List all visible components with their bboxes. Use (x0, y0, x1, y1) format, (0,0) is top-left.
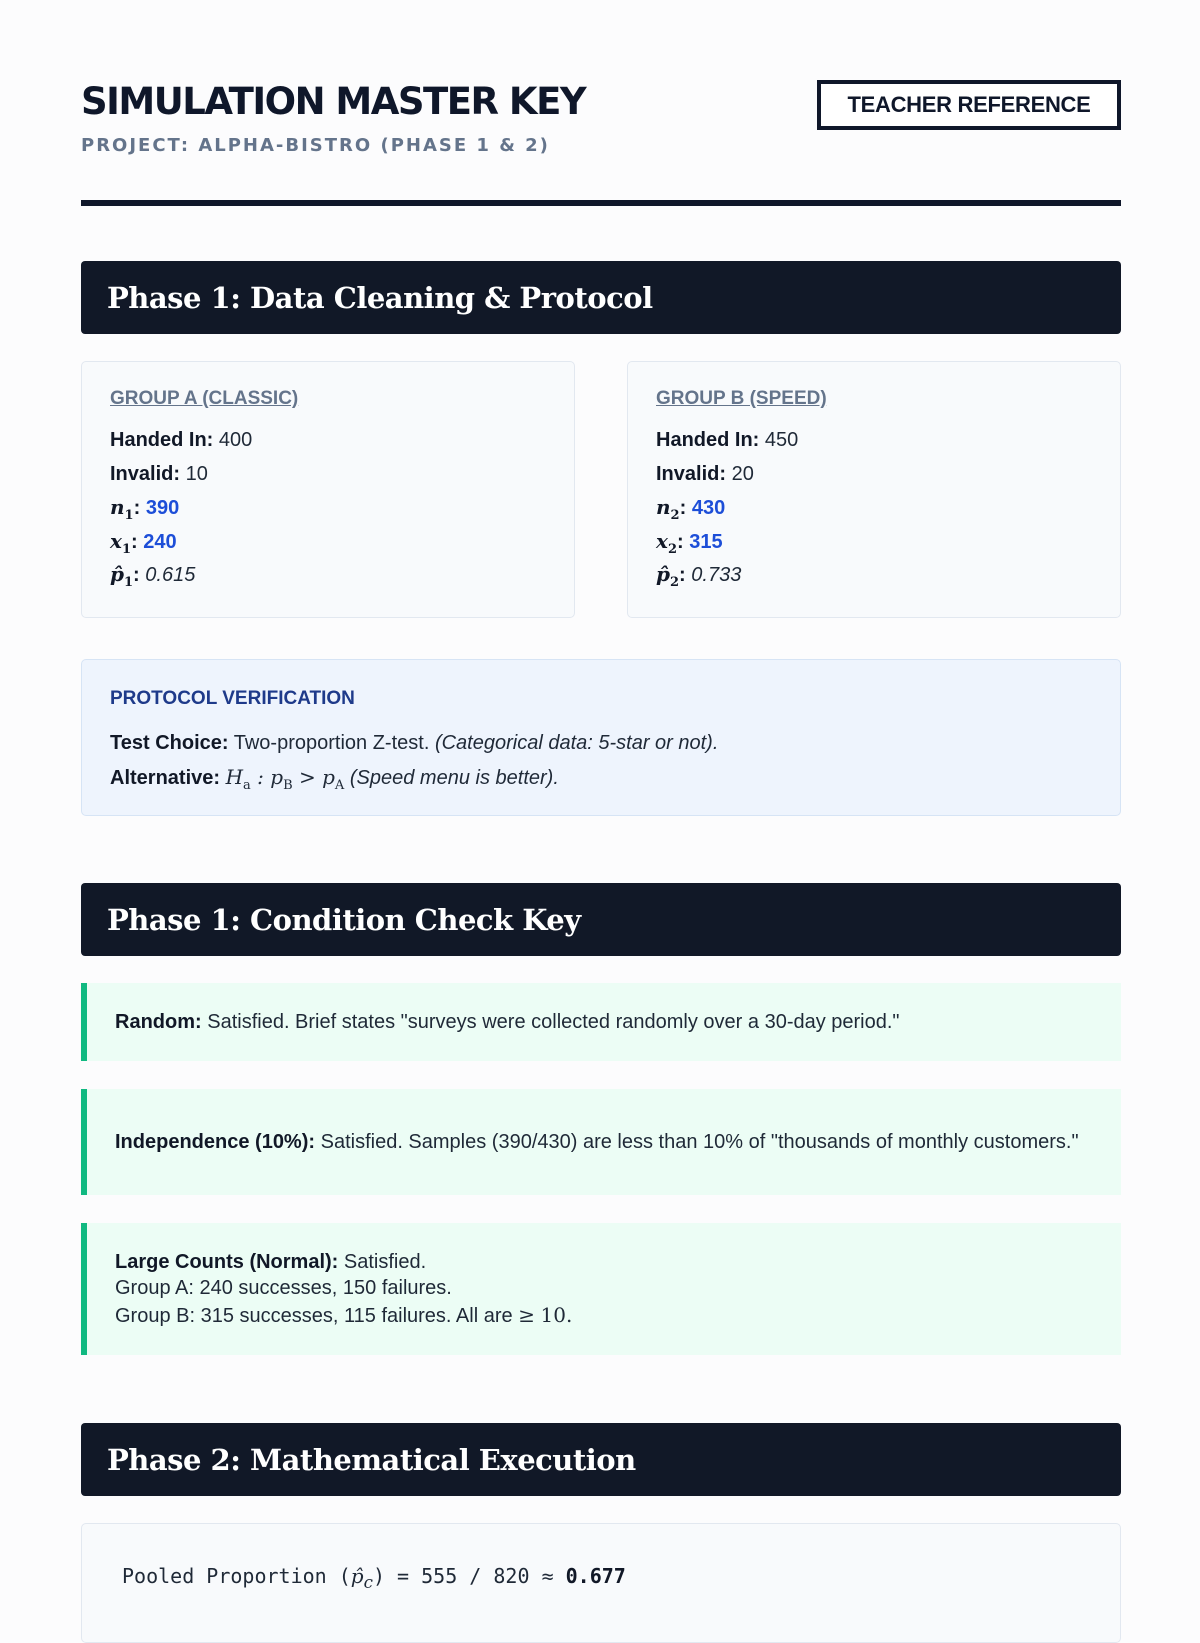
test-choice-value: Two-proportion Z-test. (233, 732, 430, 754)
phase2-section-bar (81, 1423, 1121, 1496)
random-text: Satisfied. Brief states "surveys were collected randomly over a 30-day period." (207, 1010, 900, 1033)
invalid-value: 20 (731, 462, 754, 485)
header-divider (81, 200, 1121, 206)
large-counts-text: Satisfied. (343, 1250, 427, 1273)
group-b-title: GROUP B (SPEED) (656, 388, 827, 409)
group-b-card (627, 361, 1121, 618)
master-key-page (81, 0, 1121, 1592)
pooled-value: 0.677 (565, 1564, 626, 1588)
independence-text: Satisfied. Samples (390/430) are less than 10% of "thousands of monthly customers." (320, 1130, 1079, 1153)
random-label: Random: (115, 1010, 202, 1033)
group-b-x: $x_2$: 315 (656, 528, 723, 557)
invalid-value: 10 (185, 462, 208, 485)
alternative-row (110, 760, 1092, 794)
group-a-title: GROUP A (CLASSIC) (110, 388, 299, 409)
random-condition-card (81, 983, 1121, 1061)
large-counts-condition-card (81, 1223, 1121, 1355)
alternative-hypothesis: $H_a$ : $p_B > p_A$ (225, 765, 345, 793)
independence-condition-card (81, 1089, 1121, 1195)
large-counts-group-a: Group A: 240 successes, 150 failures. (115, 1277, 452, 1300)
phase2-heading: Phase 2: Mathematical Execution (107, 1442, 636, 1477)
large-counts-label: Large Counts (Normal): (115, 1250, 339, 1273)
header (81, 0, 1121, 210)
test-choice-row (110, 726, 1092, 760)
invalid-label: Invalid: (110, 462, 181, 485)
conditions-section-bar (81, 883, 1121, 956)
geq-symbol: ≥ (518, 1302, 535, 1327)
large-counts-group-b (115, 1302, 1091, 1330)
handed-in-value: 450 (764, 429, 799, 451)
test-choice-note: (Categorical data: 5-star or not). (434, 732, 719, 754)
group-b-invalid (656, 458, 1092, 492)
project-subtitle: PROJECT: ALPHA-BISTRO (PHASE 1 & 2) (81, 135, 550, 156)
invalid-label: Invalid: (656, 462, 727, 485)
group-b-n: $n_2$: 430 (656, 495, 726, 523)
large-counts-group-b-text: Group B: 315 successes, 115 failures. All are (115, 1304, 513, 1327)
handed-in-value: 400 (218, 429, 253, 451)
n2-value: 430 (691, 497, 726, 519)
math-execution-box (81, 1523, 1121, 1643)
handed-in-label: Handed In: (110, 429, 214, 451)
teacher-reference-badge: TEACHER REFERENCE (817, 80, 1121, 130)
test-choice-label: Test Choice: (110, 732, 229, 754)
handed-in-label: Handed In: (656, 429, 760, 451)
group-a-phat: $p̂_1$: 0.615 (110, 562, 196, 590)
group-b-handed-in (656, 424, 1092, 458)
pooled-expression: = 555 / 820 ≈ (397, 1564, 554, 1588)
page-title: SIMULATION MASTER KEY (81, 80, 586, 123)
group-a-card (81, 361, 575, 618)
group-a-n: $n_1$: 390 (110, 495, 180, 523)
alternative-label: Alternative: (110, 767, 221, 789)
protocol-title: PROTOCOL VERIFICATION (110, 688, 355, 709)
alternative-note: (Speed menu is better). (349, 767, 559, 789)
independence-label: Independence (10%): (115, 1130, 316, 1153)
p2-hat-value: 0.733 (691, 564, 742, 586)
group-a-invalid (110, 458, 546, 492)
conditions-heading: Phase 1: Condition Check Key (107, 902, 581, 937)
x2-value: 315 (689, 530, 723, 553)
pooled-proportion-line: Pooled Proportion $(p̂_c) = 555 / 820 \approx 0.677$ (122, 1564, 626, 1592)
group-a-handed-in (110, 424, 546, 458)
group-b-phat: $p̂_2$: 0.733 (656, 562, 742, 590)
group-a-x: $x_1$: 240 (110, 528, 177, 557)
phase1-section-bar (81, 261, 1121, 334)
n1-value: 390 (145, 497, 180, 519)
p1-hat-value: 0.615 (145, 564, 196, 586)
pooled-symbol: $p̂_c$ (350, 1564, 373, 1592)
phase1-heading: Phase 1: Data Cleaning & Protocol (107, 280, 653, 315)
protocol-verification-box (81, 659, 1121, 816)
x1-value: 240 (143, 530, 177, 553)
pooled-label: Pooled Proportion (122, 1564, 327, 1588)
large-counts-threshold: 10. (540, 1302, 573, 1327)
